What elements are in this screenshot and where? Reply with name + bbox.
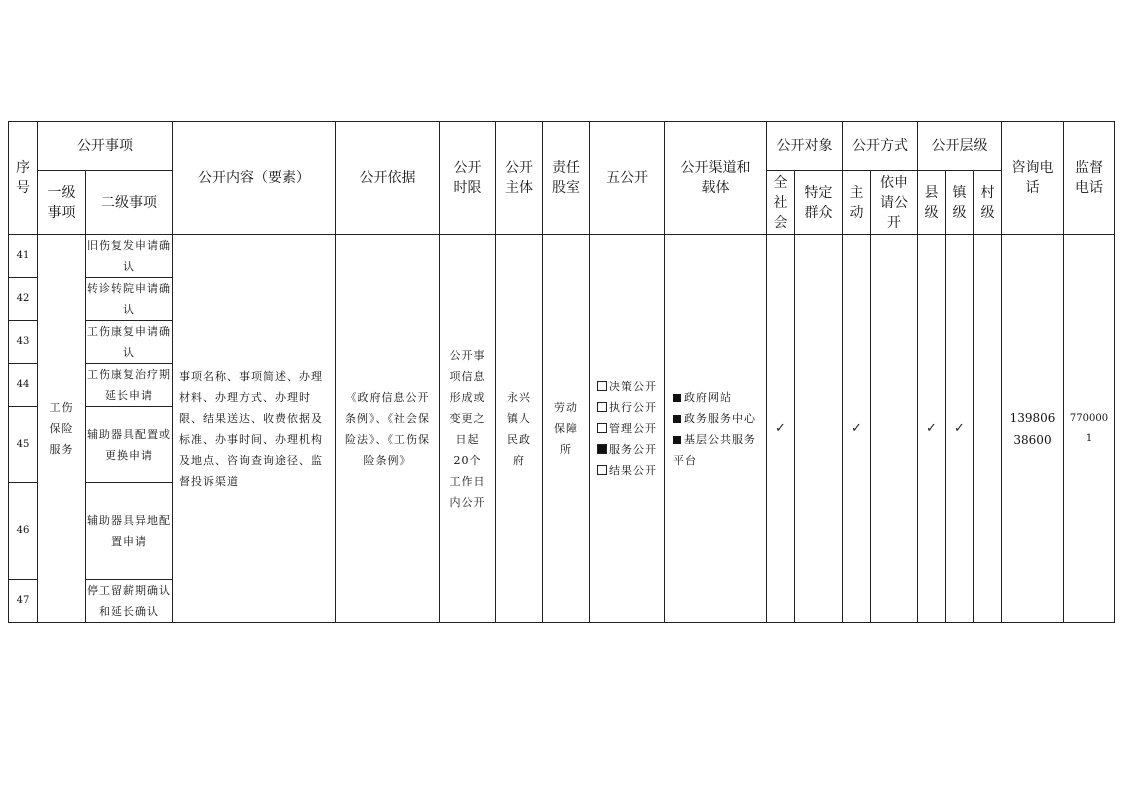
- five-public-label: 管理公开: [609, 422, 657, 435]
- five-public-label: 执行公开: [609, 401, 657, 414]
- row-number: 45: [9, 407, 38, 483]
- five-public-label: 结果公开: [609, 464, 657, 477]
- header-channel: [665, 122, 767, 235]
- header-subject-label: 公开主体: [505, 160, 533, 196]
- level-village-cell: [974, 235, 1002, 623]
- filled-square-icon: [673, 415, 681, 423]
- channel-label: 政府网站: [684, 390, 732, 404]
- header-method-request: [871, 171, 918, 235]
- five-public-item: [597, 439, 657, 460]
- time-limit-text: 公开事项信息形成或变更之日起20个工作日内公开: [449, 348, 486, 509]
- unchecked-box-icon: [597, 381, 607, 391]
- header-seq-label: 序号: [16, 160, 30, 196]
- header-consult-phone: [1002, 122, 1064, 235]
- header-dept-label: 责任股室: [552, 160, 580, 196]
- header-method-active: [843, 171, 871, 235]
- header-level1: [38, 171, 86, 235]
- header-audience-specific: [795, 171, 843, 235]
- five-public-item: [597, 460, 657, 481]
- basis-text: 《政府信息公开条例》、《社会保险法》、《工伤保险条例》: [345, 390, 430, 467]
- five-public-list: [597, 376, 657, 481]
- supervise-phone-cell: [1064, 235, 1115, 623]
- header-level2: 二级事项: [86, 171, 173, 235]
- header-consult-phone-label: 咨询电话: [1011, 160, 1054, 196]
- level-town-cell: [946, 235, 974, 623]
- check-icon: ✓: [954, 421, 965, 436]
- header-level-county-label: 县级: [924, 184, 939, 221]
- subject-cell: [496, 235, 543, 623]
- level2-item: 辅助器具配置或更换申请: [86, 407, 173, 483]
- row-number: 44: [9, 364, 38, 407]
- header-level-town: [946, 171, 974, 235]
- header-five-public: 五公开: [590, 122, 665, 235]
- header-subject: [496, 122, 543, 235]
- filled-square-icon: [673, 436, 681, 444]
- channel-list: [665, 387, 766, 471]
- header-content: 公开内容（要素）: [173, 122, 336, 235]
- level2-item: 工伤康复申请确认: [86, 321, 173, 364]
- table-row: [9, 235, 1115, 278]
- channel-item: [673, 429, 766, 471]
- five-public-item: [597, 418, 657, 439]
- level2-item: 转诊转院申请确认: [86, 278, 173, 321]
- time-limit-cell: [440, 235, 496, 623]
- header-dept: [543, 122, 590, 235]
- unchecked-box-icon: [597, 465, 607, 475]
- five-public-cell: [590, 235, 665, 623]
- supervise-phone-part1: 770000: [1069, 412, 1109, 424]
- header-level-village-label: 村级: [980, 184, 995, 221]
- filled-square-icon: [673, 394, 681, 402]
- basis-cell: [336, 235, 440, 623]
- audience-specific-cell: [795, 235, 843, 623]
- channel-label: 政务服务中心: [684, 411, 756, 425]
- level1-item: [38, 235, 86, 623]
- unchecked-box-icon: [597, 402, 607, 412]
- check-icon: ✓: [775, 421, 786, 436]
- header-audience-all-label: 全社会: [773, 174, 788, 231]
- level-county-cell: [918, 235, 946, 623]
- content-cell: 事项名称、事项简述、办理材料、办理方式、办理时限、结果送达、收费依据及标准、办事时间、办理机构及地点、咨询查询途径、监督投诉渠道: [173, 235, 336, 623]
- header-supervise-phone-label: 监督电话: [1075, 160, 1103, 196]
- channel-label: 基层公共服务平台: [673, 432, 756, 467]
- subject-text: 永兴镇人民政府: [506, 390, 531, 467]
- header-audience: 公开对象: [767, 122, 843, 171]
- five-public-label: 服务公开: [609, 443, 657, 456]
- audience-all-cell: [767, 235, 795, 623]
- header-method-request-label: 依申请公开: [880, 174, 908, 231]
- header-method: 公开方式: [843, 122, 918, 171]
- header-supervise-phone: [1064, 122, 1115, 235]
- five-public-item: [597, 376, 657, 397]
- channel-item: [673, 408, 766, 429]
- header-level-town-label: 镇级: [952, 184, 967, 221]
- header-seq: [9, 122, 38, 235]
- level2-item: 辅助器具异地配置申请: [86, 483, 173, 580]
- consult-phone-part1: 139806: [1009, 410, 1056, 425]
- header-audience-all: [767, 171, 795, 235]
- header-audience-specific-label: 特定群众: [804, 184, 833, 221]
- check-icon: ✓: [851, 421, 862, 436]
- header-level: 公开层级: [918, 122, 1002, 171]
- supervise-phone-part2: 1: [1085, 432, 1093, 444]
- method-active-cell: [843, 235, 871, 623]
- consult-phone-cell: [1002, 235, 1064, 623]
- row-number: 42: [9, 278, 38, 321]
- header-basis: 公开依据: [336, 122, 440, 235]
- header-public-matter: 公开事项: [38, 122, 173, 171]
- level2-item: 工伤康复治疗期延长申请: [86, 364, 173, 407]
- header-time-limit-label: 公开时限: [453, 160, 482, 196]
- check-icon: ✓: [926, 421, 937, 436]
- row-number: 41: [9, 235, 38, 278]
- channel-item: [673, 387, 766, 408]
- unchecked-box-icon: [597, 423, 607, 433]
- level1-item-label: 工伤保险服务: [49, 401, 74, 456]
- header-method-active-label: 主动: [849, 184, 864, 221]
- checked-box-icon: [597, 444, 607, 454]
- header-level-village: [974, 171, 1002, 235]
- consult-phone-part2: 38600: [1013, 432, 1052, 447]
- disclosure-table: [8, 121, 1115, 623]
- level2-item: 停工留薪期确认和延长确认: [86, 580, 173, 623]
- dept-cell: [543, 235, 590, 623]
- header-time-limit: [440, 122, 496, 235]
- header-channel-label: 公开渠道和载体: [680, 160, 751, 196]
- dept-text: 劳动保障所: [553, 401, 578, 456]
- header-level1-label: 一级事项: [47, 184, 76, 221]
- row-number: 43: [9, 321, 38, 364]
- five-public-label: 决策公开: [609, 380, 657, 393]
- header-level-county: [918, 171, 946, 235]
- row-number: 47: [9, 580, 38, 623]
- method-request-cell: [871, 235, 918, 623]
- channel-cell: [665, 235, 767, 623]
- five-public-item: [597, 397, 657, 418]
- level2-item: 旧伤复发申请确认: [86, 235, 173, 278]
- row-number: 46: [9, 483, 38, 580]
